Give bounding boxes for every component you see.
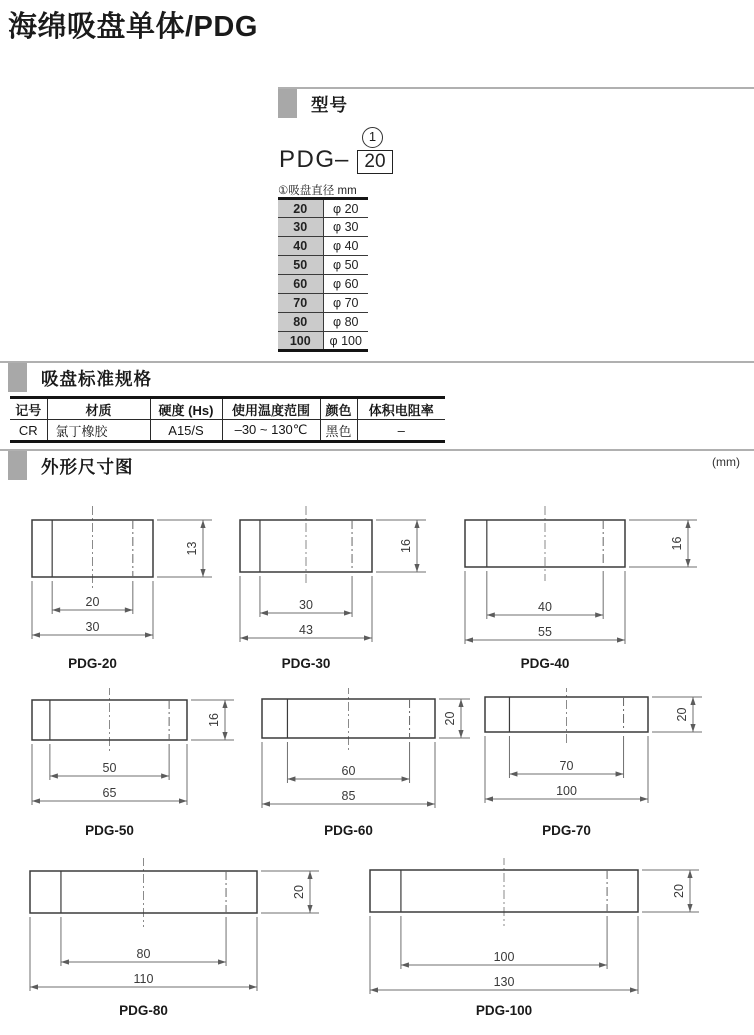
svg-text:13: 13	[185, 541, 199, 556]
diameter-row	[278, 332, 368, 351]
section-marker-icon	[8, 451, 27, 480]
spec-header-cell: 颜色	[320, 398, 357, 420]
diameter-code-cell: 60	[278, 275, 323, 294]
svg-text:20: 20	[675, 707, 689, 722]
spec-header-cell: 硬度 (Hs)	[150, 398, 222, 420]
svg-text:70: 70	[559, 759, 574, 773]
svg-text:16: 16	[399, 539, 413, 553]
spec-header-row	[10, 398, 445, 420]
model-code-separator: –	[335, 146, 349, 173]
svg-text:PDG-50: PDG-50	[85, 823, 134, 838]
unit-note: (mm)	[712, 455, 740, 469]
svg-text:130: 130	[493, 975, 515, 989]
svg-text:PDG-80: PDG-80	[119, 1003, 168, 1018]
svg-text:30: 30	[85, 620, 100, 634]
spec-header-cell: 体积电阻率	[357, 398, 445, 420]
drawing-svg-pdg-40	[460, 503, 754, 675]
diameter-value-cell: φ 70	[323, 294, 368, 313]
diameter-value-cell: φ 20	[323, 199, 368, 218]
svg-text:PDG-70: PDG-70	[542, 823, 591, 838]
spec-header-cell: 记号	[10, 398, 47, 420]
spec-header-cell: 使用温度范围	[222, 398, 320, 420]
svg-text:20: 20	[85, 595, 100, 609]
dimension-drawing-pdg-40	[460, 503, 754, 675]
dimension-drawing-pdg-100	[360, 858, 754, 1025]
spec-data-cell: A15/S	[150, 420, 222, 442]
spec-table-body	[10, 420, 445, 442]
diameter-value-cell: φ 60	[323, 275, 368, 294]
spec-data-cell: –	[357, 420, 445, 442]
dimensions-section-header	[0, 449, 754, 481]
svg-text:30: 30	[299, 598, 313, 612]
diameter-code-cell: 50	[278, 256, 323, 275]
svg-text:PDG-40: PDG-40	[520, 656, 570, 671]
section-marker-icon	[278, 89, 297, 118]
spec-data-cell: CR	[18, 422, 38, 438]
section-marker-icon	[8, 363, 27, 392]
spec-header-cell: 材质	[47, 398, 150, 420]
svg-text:16: 16	[670, 536, 684, 551]
svg-text:100: 100	[493, 950, 515, 964]
spec-section-header	[0, 361, 754, 393]
svg-text:PDG-60: PDG-60	[324, 823, 373, 838]
model-code-value-box: 20	[357, 150, 393, 174]
diameter-table-body	[278, 199, 368, 351]
diameter-value-cell: φ 100	[329, 333, 362, 348]
diameter-row	[278, 218, 368, 237]
model-section-header	[278, 87, 754, 119]
diameter-value-cell: φ 80	[323, 313, 368, 332]
diameter-code-cell: 100	[278, 332, 323, 351]
diameter-value-cell: φ 50	[323, 256, 368, 275]
diameter-row	[278, 294, 368, 313]
drawing-svg-pdg-50	[10, 688, 243, 845]
dimension-drawing-pdg-20	[10, 503, 232, 675]
svg-text:PDG-30: PDG-30	[281, 656, 331, 671]
spec-section-title: 吸盘标准规格	[41, 369, 152, 389]
spec-data-cell: 氯丁橡胶	[47, 420, 150, 442]
svg-text:PDG-100: PDG-100	[475, 1003, 533, 1018]
diameter-value-cell: φ 30	[323, 218, 368, 237]
diameter-row	[278, 199, 368, 218]
diameter-value-cell: φ 40	[323, 237, 368, 256]
drawing-svg-pdg-100	[360, 858, 754, 1025]
diameter-code-cell: 20	[278, 199, 323, 218]
dimension-drawing-pdg-30	[235, 503, 460, 675]
svg-text:100: 100	[556, 784, 577, 798]
drawing-svg-pdg-30	[235, 503, 460, 675]
spec-data-cell: 黑色	[320, 420, 357, 442]
drawing-svg-pdg-20	[10, 503, 232, 675]
diameter-row	[278, 237, 368, 256]
svg-text:60: 60	[341, 764, 356, 778]
dimension-drawing-pdg-80	[10, 858, 350, 1025]
svg-text:40: 40	[538, 600, 552, 614]
svg-text:43: 43	[299, 623, 313, 637]
spec-table	[10, 396, 445, 443]
diameter-row	[278, 313, 368, 332]
diameter-row	[278, 275, 368, 294]
dimensions-section-title: 外形尺寸图	[41, 457, 134, 477]
diameter-row	[278, 256, 368, 275]
dimension-drawing-pdg-70	[480, 688, 754, 845]
spec-data-row	[10, 420, 445, 442]
svg-text:20: 20	[292, 885, 306, 899]
svg-text:65: 65	[102, 786, 117, 800]
model-section-title: 型号	[311, 95, 348, 115]
svg-text:110: 110	[133, 972, 154, 986]
model-code-prefix: PDG	[279, 146, 336, 173]
svg-text:16: 16	[207, 713, 221, 727]
drawing-svg-pdg-70	[480, 688, 754, 845]
diameter-code-cell: 30	[278, 218, 323, 237]
svg-text:85: 85	[341, 789, 356, 803]
diameter-code-cell: 40	[278, 237, 323, 256]
svg-text:20: 20	[443, 711, 457, 726]
svg-text:80: 80	[136, 947, 151, 961]
spec-data-cell: –30 ~ 130℃	[222, 420, 320, 442]
callout-number-badge: 1	[362, 127, 383, 148]
drawing-svg-pdg-60	[245, 688, 477, 845]
diameter-table	[278, 197, 368, 352]
diameter-code-cell: 70	[278, 294, 323, 313]
svg-text:PDG-20: PDG-20	[68, 656, 117, 671]
svg-text:55: 55	[538, 625, 552, 639]
svg-text:20: 20	[672, 884, 686, 898]
svg-text:50: 50	[102, 761, 117, 775]
drawing-svg-pdg-80	[10, 858, 350, 1025]
diameter-note: ①吸盘直径 mm	[278, 185, 357, 197]
dimension-drawing-pdg-60	[245, 688, 477, 845]
dimension-drawing-pdg-50	[10, 688, 243, 845]
page-title: 海绵吸盘单体/PDG	[8, 11, 258, 43]
diameter-code-cell: 80	[278, 313, 323, 332]
